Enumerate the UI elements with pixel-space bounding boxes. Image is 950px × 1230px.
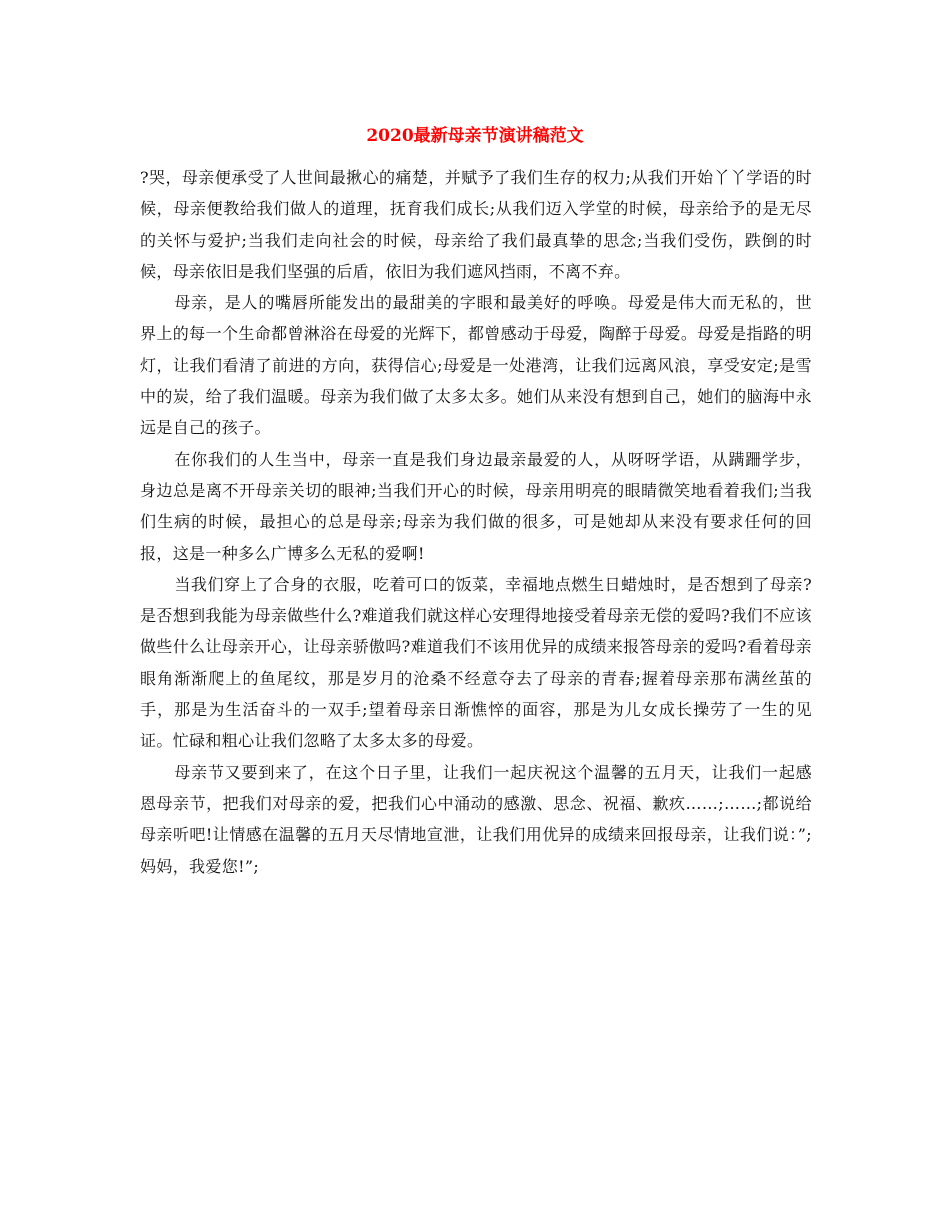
paragraph-1: ?哭，母亲便承受了人世间最揪心的痛楚，并赋予了我们生存的权力;从我们开始丫丫学语的时候，母亲便教给我们做人的道理，抚育我们成长;从我们迈入学堂的时候，母亲给予的是无尽的关怀与爱护;当我们走向社会的时候，母亲给了我们最真挚的思念;当我们受伤，跌倒的时候，母亲依旧是我们坚强的后盾，依旧为我们遮风挡雨，不离不弃。 — [140, 168, 812, 281]
paragraph-2: 母亲，是人的嘴唇所能发出的最甜美的字眼和最美好的呼唤。母爱是伟大而无私的，世界上的每一个生命都曾淋浴在母爱的光辉下，都曾感动于母爱，陶醉于母爱。母爱是指路的明灯，让我们看清了前进的方向，获得信心;母爱是一处港湾，让我们远离风浪，享受安定;是雪中的炭，给了我们温暖。母亲为我们做了太多太多。她们从来没有想到自己，她们的脑海中永远是自己的孩子。 — [140, 293, 812, 438]
paragraph-3: 在你我们的人生当中，母亲一直是我们身边最亲最爱的人，从呀呀学语，从蹒跚学步，身边总是离不开母亲关切的眼神;当我们开心的时候，母亲用明亮的眼睛微笑地看着我们;当我们生病的时候，最担心的总是母亲;母亲为我们做的很多，可是她却从来没有要求任何的回报，这是一种多么广博多么无私的爱啊! — [140, 449, 812, 563]
document-title: 2020最新母亲节演讲稿范文 — [366, 126, 584, 146]
paragraph-4: 当我们穿上了合身的衣服，吃着可口的饭菜，幸福地点燃生日蜡烛时，是否想到了母亲?是否想到我能为母亲做些什么?难道我们就这样心安理得地接受着母亲无偿的爱吗?我们不应该做些什么让母亲开心，让母亲骄傲吗?难道我们不该用优异的成绩来报答母亲的爱吗?看着母亲眼角渐渐爬上的鱼尾纹，那是岁月的沧桑不经意夺去了母亲的青春;握着母亲那布满丝茧的手，那是为生活奋斗的一双手;望着母亲日渐憔悴的面容，那是为儿女成长操劳了一生的见证。忙碌和粗心让我们忽略了太多太多的母爱。 — [140, 574, 812, 751]
paragraph-5: 母亲节又要到来了，在这个日子里，让我们一起庆祝这个温馨的五月天，让我们一起感恩母亲节，把我们对母亲的爱，把我们心中涌动的感激、思念、祝福、歉疚……;……;都说给母亲听吧!让情感在温馨的五月天尽情地宣泄，让我们用优异的成绩来回报母亲，让我们说：”;妈妈，我爱您!”; — [140, 762, 812, 876]
document-body — [140, 162, 812, 882]
